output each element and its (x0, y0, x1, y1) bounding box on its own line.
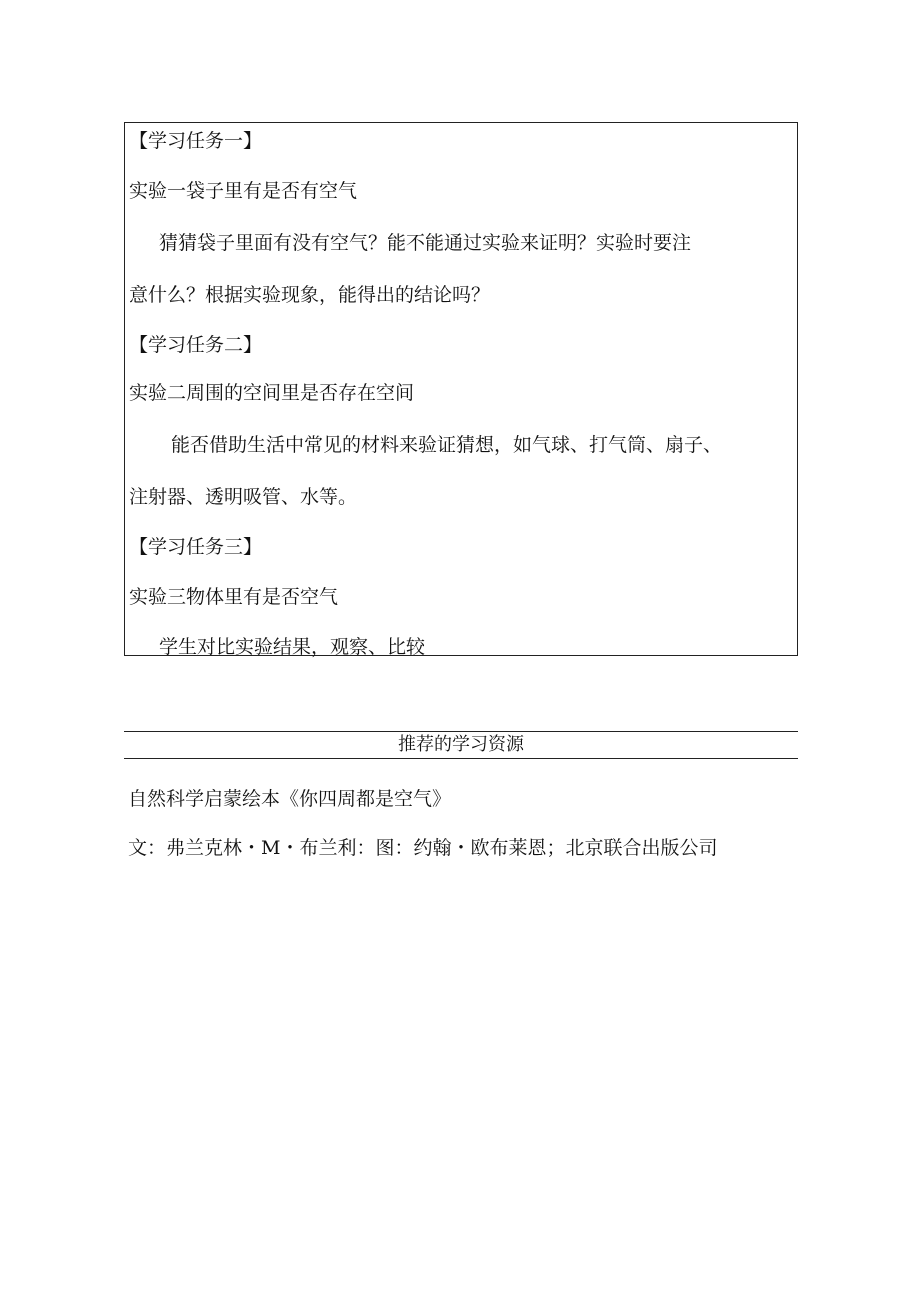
task2-body-line1: 能否借助生活中常见的材料来验证猜想，如气球、打气筒、扇子、 (171, 434, 723, 456)
recommended-resources-header: 推荐的学习资源 (124, 731, 798, 759)
task2-body-line2: 注射器、透明吸管、水等。 (129, 486, 358, 508)
task1-title: 实验一袋子里有是否有空气 (129, 180, 358, 202)
task2-heading: 【学习任务二】 (129, 334, 263, 356)
task1-heading: 【学习任务一】 (129, 130, 263, 152)
task3-title: 实验三物体里有是否空气 (129, 586, 339, 608)
resource-book-title: 自然科学启蒙绘本《你四周都是空气》 (128, 788, 452, 810)
learning-tasks-box (124, 122, 798, 656)
task1-body-line2: 意什么？根据实验现象，能得出的结论吗？ (129, 284, 491, 306)
task3-body-line1: 学生对比实验结果，观察、比较 (159, 636, 426, 658)
task2-title: 实验二周围的空间里是否存在空间 (129, 382, 415, 404)
task1-body-line1: 猜猜袋子里面有没有空气？能不能通过实验来证明？实验时要注 (159, 232, 692, 254)
task3-heading: 【学习任务三】 (129, 536, 263, 558)
resource-book-credits: 文：弗兰克林・M・布兰利：图：约翰・欧布莱恩；北京联合出版公司 (128, 837, 718, 859)
